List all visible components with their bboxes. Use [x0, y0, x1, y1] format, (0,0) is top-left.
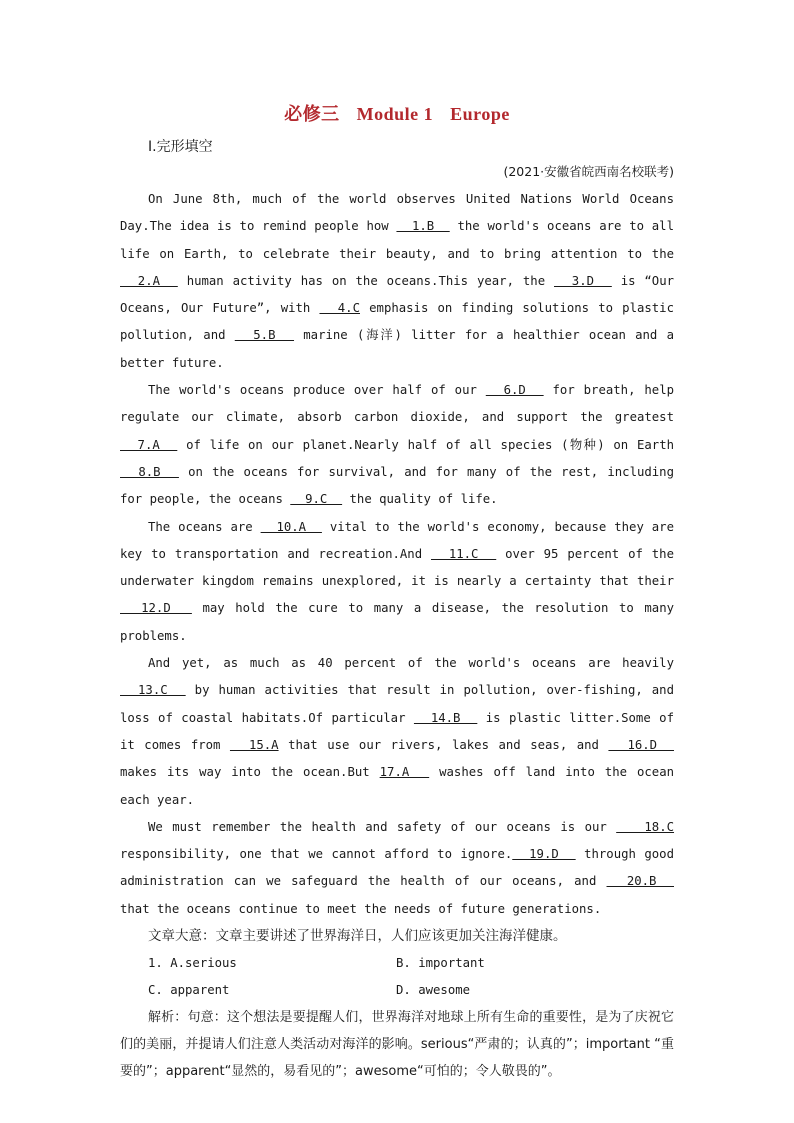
option-d: D. awesome: [396, 983, 471, 998]
paragraph-3: The oceans are 10.A vital to the world's economy, because they are key to transportation and recreation.And 11.C over 95 percent of the underwater kingdom remains unexplored, it is nearly a certainty that their 12.D may hold the cure to many a disease, the resolution to many problems.: [120, 519, 674, 643]
answer-blank: 8.B: [120, 464, 179, 479]
title-cn: 必修三: [284, 104, 340, 124]
paragraph-2: The world's oceans produce over half of our 6.D for breath, help regulate our climate, absorb carbon dioxide, and support the greatest 7.A of life on our planet.Nearly half of all species (物种) on Earth 8.B on the oceans for survival, and for many of the rest, including for people, the oceans 9.C the quality of life.: [120, 383, 674, 507]
options-grid: [148, 950, 674, 1004]
answer-blank: 19.D: [512, 847, 576, 862]
option-b: B. important: [396, 956, 485, 971]
answer-blank: 16.D: [608, 737, 674, 752]
answer-blank: 4.C: [319, 301, 360, 316]
source-note: (2021·安徽省皖西南名校联考): [503, 164, 674, 179]
title-module: Module 1: [356, 104, 434, 124]
answer-blank: 11.C: [431, 546, 497, 561]
summary: 文章大意：文章主要讲述了世界海洋日，人们应该更加关注海洋健康。: [148, 928, 567, 945]
paragraph-5: We must remember the health and safety of our oceans is our 18.C responsibility, one that we cannot afford to ignore. 19.D through good administration can we safeguard the health of our oceans, and 20.B that the oceans continue to meet the needs of future generations.: [120, 819, 675, 916]
document-page: [120, 100, 674, 1085]
answer-blank: 14.B: [413, 710, 478, 725]
option-a: 1. A.serious: [148, 956, 237, 971]
answer-blank: 5.B: [234, 328, 295, 343]
title-name: Europe: [450, 104, 510, 124]
answer-blank: 3.D: [554, 273, 612, 288]
answer-blank: 18.C: [616, 819, 675, 834]
answer-blank: 9.C: [290, 492, 343, 507]
option-c: C. apparent: [148, 983, 230, 998]
answer-blank: 6.D: [485, 383, 544, 398]
answer-blank: 17.A: [379, 765, 430, 780]
answer-blank: 15.A: [229, 737, 279, 752]
answer-blank: 10.A: [260, 519, 322, 534]
answer-blank: 13.C: [120, 683, 186, 698]
answer-blank: 7.A: [120, 437, 178, 452]
paragraph-4: And yet, as much as 40 percent of the world's oceans are heavily 13.C by human activities that result in pollution, over-fishing, and loss of coastal habitats.Of particular 14.B is plastic litter.Some of it comes from 15.A that use our rivers, lakes and seas, and 16.D makes its way into the ocean.But 17.A washes off land into the ocean each year.: [120, 656, 674, 807]
section-heading: Ⅰ.完形填空: [148, 139, 213, 155]
page-title: [120, 100, 674, 126]
answer-blank: 20.B: [606, 874, 674, 889]
answer-blank: 1.B: [396, 219, 450, 234]
analysis: 解析：句意：这个想法是要提醒人们，世界海洋对地球上所有生命的重要性，是为了庆祝它们的美丽，并提请人们注意人类活动对海洋的影响。serious“严肃的；认真的”；important “重要的”；apparent“显然的，易看见的”；awesome“可怕的；令人敬畏的”。: [120, 1010, 674, 1080]
paragraph-1: On June 8th, much of the world observes United Nations World Oceans Day.The idea is to remind people how 1.B the world's oceans are to all life on Earth, to celebrate their beauty, and to bring attention to the 2.A human activity has on the oceans.This year, the 3.D is “Our Oceans, Our Future”, with 4.C emphasis on finding solutions to plastic pollution, and 5.B marine (海洋) litter for a healthier ocean and a better future.: [120, 192, 675, 370]
answer-blank: 12.D: [120, 601, 192, 616]
answer-blank: 2.A: [120, 273, 178, 288]
